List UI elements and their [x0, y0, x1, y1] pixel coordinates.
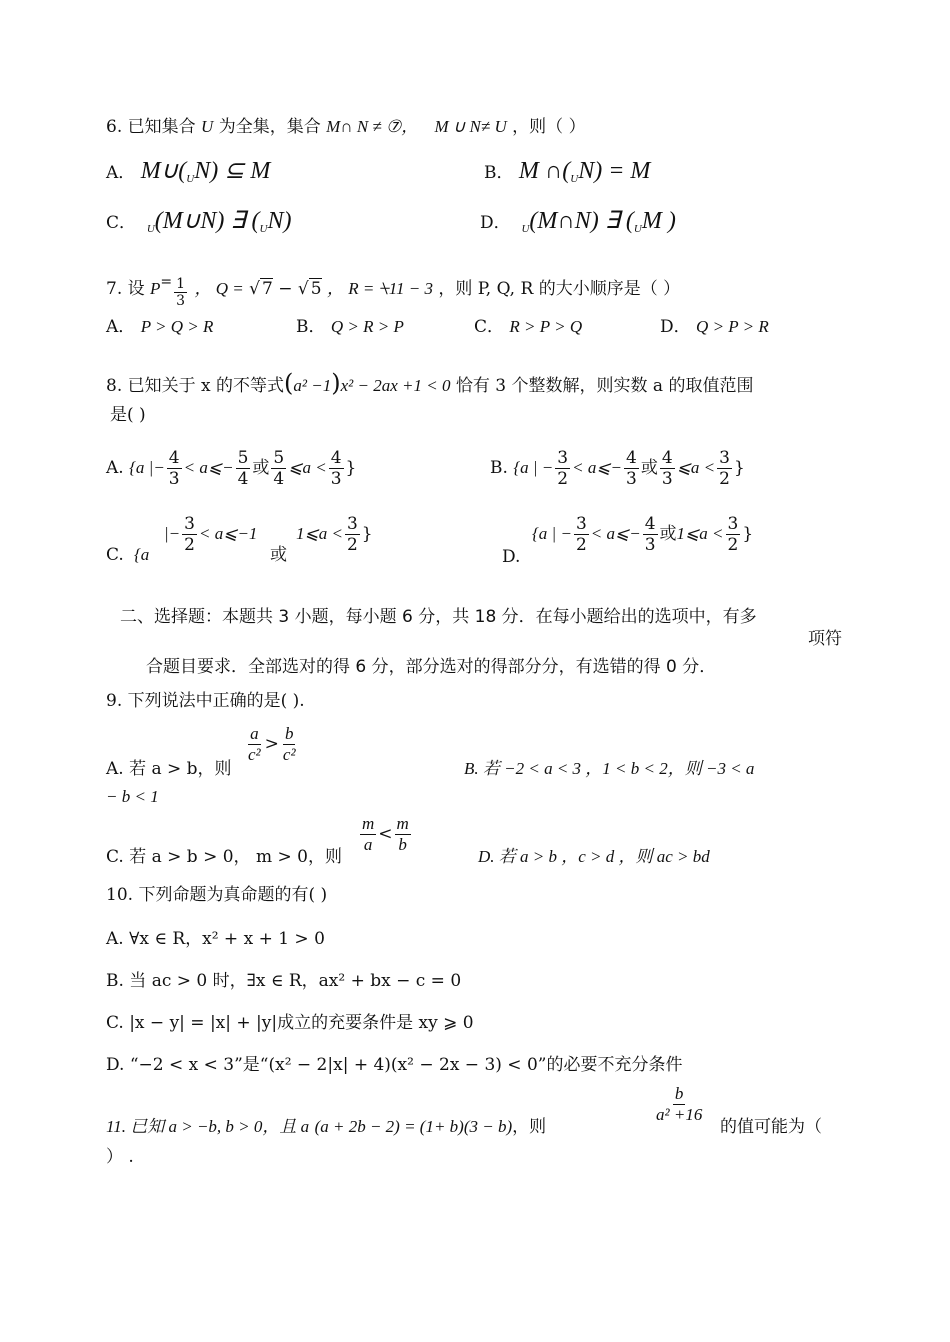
q9-c-f2n: m	[396, 814, 409, 833]
q8-d-f1d: 2	[575, 535, 587, 555]
q8-d-f2n: 4	[644, 514, 656, 534]
q6-stem-mid: 为全集，集合	[218, 117, 321, 137]
q8-a-f2n: 5	[237, 448, 249, 468]
q11-stem-main	[106, 1116, 546, 1138]
q8-b-f2d: 3	[626, 469, 637, 489]
q8-c-bar: |−	[164, 524, 181, 543]
q6-stem	[106, 116, 586, 138]
q7-p-eq: =	[160, 274, 173, 290]
q8-d-or: 或	[659, 524, 677, 544]
section2-line1-text: 二、选择题：本题共 3 小题，每小题 6 分，共 18 分．在每小题给出的选项中，有多	[120, 607, 757, 627]
q11-f-den: a² +16	[656, 1105, 703, 1124]
q7-c-label: C．	[474, 317, 505, 337]
q6-d-expr: (M∩N) ∃ (	[529, 208, 634, 234]
q9-c-text: C. 若 a > b > 0， m > 0，则	[106, 847, 342, 867]
q9-b-line2: − b < 1	[106, 787, 159, 806]
q8-c-frac2	[345, 514, 360, 555]
q8-d-f2d: 3	[644, 535, 656, 555]
q7-d-label: D．	[660, 317, 691, 337]
q8-d-f1n: 3	[575, 514, 587, 534]
q8-b-mid2: ⩽a <	[676, 458, 716, 477]
section2-line1b	[808, 628, 842, 650]
q7-a-label: A．	[106, 317, 136, 337]
q9-c-lt: <	[378, 824, 393, 844]
section2-line1b-text: 项符	[808, 629, 842, 649]
q6-c-label: C．	[106, 213, 137, 233]
q8-b-f4d: 2	[719, 469, 730, 489]
q6-option-c	[106, 210, 291, 240]
q7-p-den: 3	[176, 293, 186, 309]
section2-line2-text: 合题目要求．全部选对的得 6 分，部分选对的得部分分，有选错的得 0 分．	[146, 657, 717, 677]
q7-option-d	[660, 316, 769, 338]
q8-d-label: D.	[502, 547, 521, 567]
q11-stem-then: ，则	[512, 1117, 547, 1137]
q9-a-f1n: a	[250, 724, 259, 743]
q7-stem-prefix: 7. 设	[106, 279, 145, 299]
q11-stem-expr: (a + 2b − 2) = (1+ b)(3 − b)	[314, 1117, 513, 1136]
q8-d-open: {a | −	[532, 524, 572, 543]
q8-b-open: {a | −	[513, 458, 554, 477]
q8-option-b	[490, 446, 745, 490]
q8-stem-suffix: 恰有 3 个整数解，则实数 a 的取值范围	[455, 376, 754, 396]
q10-option-c	[106, 1012, 474, 1034]
q8-c-frac1	[182, 514, 197, 555]
q7-a-expr: P > Q > R	[140, 317, 214, 336]
q8-b-f4n: 3	[719, 448, 730, 468]
q8-a-open: {a |−	[129, 458, 165, 477]
q7-q-minus: −	[278, 279, 293, 299]
q8-a-frac3	[271, 448, 286, 489]
q7-b-expr: Q > R > P	[330, 317, 404, 336]
section2-line2	[146, 656, 716, 678]
q6-b-expr: M ∩(	[518, 158, 571, 184]
q8-b-label: B.	[490, 458, 508, 478]
q6-option-d	[480, 210, 676, 240]
q7-p-fraction	[174, 276, 187, 309]
q6-cond2: M ∪ N≠ U	[434, 117, 507, 136]
q8-d-close: }	[742, 524, 754, 544]
q9-c-f1n: m	[362, 814, 375, 833]
q11-f-num: b	[674, 1084, 684, 1103]
q8-d-frac2	[643, 514, 658, 555]
q9-a-f1d: c²	[248, 745, 261, 764]
q8-d-set	[532, 512, 753, 556]
q8-c-set	[164, 512, 257, 556]
q8-c-close: }	[361, 524, 373, 544]
q9-stem	[106, 690, 305, 712]
q9-stem-text: 9. 下列说法中正确的是( ).	[106, 691, 305, 711]
q8-d-mid2: 1⩽a <	[676, 524, 724, 543]
q9-option-b-line2	[106, 786, 159, 808]
q7-d-expr: Q > P > R	[696, 317, 769, 336]
q8-b-f2n: 4	[626, 448, 637, 468]
q8-c-f1d: 2	[184, 535, 195, 555]
q9-b-text: B. 若 −2 < a < 3 ，1 < b < 2，则 −3 < a	[464, 759, 755, 778]
q6-option-a	[106, 160, 270, 190]
q7-stem: 7. 设 P= $\frac{1}{3}$ ， Q = √ 7 − √ 5 ， R = ⍀11 − 3 ，则 P, Q, R 的大小顺序是（ ）	[106, 274, 681, 309]
q8-ineq-tail: x² − 2ax +1 < 0	[340, 376, 451, 395]
q8-b-frac4	[717, 448, 732, 489]
q9-option-d	[478, 846, 710, 868]
q6-a-tail: N) ⊆ M	[194, 158, 271, 184]
q6-d-sub2: U	[633, 223, 642, 235]
q11-stem-prefix: 11. 已知 a > −b, b > 0，且 a	[106, 1117, 310, 1136]
q7-c-expr: R > P > Q	[509, 317, 583, 336]
q7-p: P	[150, 279, 161, 298]
q6-stem-u: U	[201, 117, 214, 136]
q6-c-sub2: U	[259, 223, 268, 235]
q8-option-a	[106, 446, 356, 490]
q11-fraction	[652, 1084, 706, 1125]
q10-stem	[106, 884, 327, 906]
q8-a-f1n: 4	[168, 448, 180, 468]
q10-d-text: D. “−2 < x < 3”是“(x² − 2|x| + 4)(x² − 2x − 3) < 0”的必要不充分条件	[106, 1055, 683, 1075]
q8-c-open: {a	[134, 545, 150, 564]
q6-d-tail: M )	[641, 208, 676, 234]
q8-a-or: 或	[252, 458, 270, 478]
q6-b-sub: U	[570, 173, 579, 185]
q7-p-num: 1	[176, 276, 186, 292]
q9-c-frac1	[360, 814, 376, 855]
q8-c-set2	[296, 512, 373, 556]
q7-q-root1: 7	[261, 279, 273, 299]
q7-option-b	[296, 316, 404, 338]
q8-stem	[106, 369, 754, 397]
q8-b-close: }	[733, 458, 745, 478]
q6-option-b	[484, 160, 650, 190]
q8-a-f2d: 4	[237, 469, 249, 489]
q8-c-f2d: 2	[346, 535, 358, 555]
q8-b-f1n: 3	[557, 448, 569, 468]
q11-stem-line2	[106, 1146, 134, 1168]
q9-a-text: A. 若 a > b，则	[106, 759, 232, 779]
q6-stem-suffix: ，则（ ）	[512, 117, 586, 137]
q8-c-or: 或	[270, 545, 287, 565]
q8-stem-line2	[110, 404, 146, 426]
q8-d-mid1: < a⩽−	[590, 524, 641, 543]
q8-stem-line2-text: 是( )	[110, 405, 146, 425]
q8-c-mid1: < a⩽−1	[198, 524, 258, 543]
q9-c-frac2	[395, 814, 411, 855]
q8-a-label: A.	[106, 458, 124, 478]
q10-c-text: C. |x − y| = |x| + |y|成立的充要条件是 xy ⩾ 0	[106, 1013, 474, 1033]
q9-a-f2n: b	[284, 724, 294, 743]
q7-b-label: B．	[296, 317, 326, 337]
q7-option-c	[474, 316, 582, 338]
q11-stem-line2-text: ） .	[106, 1147, 134, 1167]
q8-a-mid1: < a⩽−	[183, 458, 234, 477]
q8-a-frac2	[236, 448, 251, 489]
q8-b-frac1	[555, 448, 570, 489]
q8-d-frac3	[726, 514, 741, 555]
q8-a-f3n: 5	[273, 448, 285, 468]
q11-frac	[654, 1084, 704, 1125]
q8-stem-prefix: 8. 已知关于 x 的不等式	[106, 376, 285, 396]
q6-d-label: D．	[480, 213, 511, 233]
q9-option-b	[464, 758, 754, 780]
q7-option-a	[106, 316, 213, 338]
q8-b-frac2	[624, 448, 639, 489]
q9-d-text: D. 若 a > b ，c > d ，则 ac > bd	[478, 847, 710, 866]
q9-a-frac2	[281, 724, 298, 765]
q8-d-f3d: 2	[727, 535, 739, 555]
q8-d-frac1	[574, 514, 589, 555]
q10-option-b	[106, 970, 461, 992]
q7-r: ， R = ⍀11 − 3	[326, 279, 433, 298]
q8-ineq-mid: a² −1	[293, 376, 332, 395]
q8-a-close: }	[345, 458, 357, 478]
q8-a-f3d: 4	[273, 469, 285, 489]
q9-c-f2d: b	[398, 835, 407, 854]
q8-a-frac4	[329, 448, 344, 489]
q9-a-expr	[244, 724, 300, 765]
q9-c-f1d: a	[363, 835, 373, 854]
q8-c-mid2: 1⩽a <	[296, 524, 343, 543]
q9-a-f2d: c²	[282, 745, 296, 764]
q8-paren-close: )	[331, 369, 341, 397]
q8-b-mid1: < a⩽−	[572, 458, 623, 477]
q8-c-f1n: 3	[184, 514, 195, 534]
q8-b-f1d: 2	[557, 469, 569, 489]
q9-a-gt: >	[264, 734, 279, 754]
q6-cond1: M∩ N ≠ ⑦，	[326, 117, 419, 136]
q6-c-tail: N)	[267, 208, 292, 234]
q6-c-sub1: U	[146, 223, 155, 235]
q7-q: ， Q =	[194, 279, 244, 298]
q8-d-f3n: 3	[727, 514, 739, 534]
q8-a-f4n: 4	[330, 448, 342, 468]
q8-a-f1d: 3	[168, 469, 180, 489]
q10-b-text: B. 当 ac > 0 时，∃x ∈ R，ax² + bx − c = 0	[106, 971, 462, 991]
q9-c-expr	[358, 814, 413, 855]
q6-stem-prefix: 6. 已知集合	[106, 117, 196, 137]
q8-a-mid2: ⩽a <	[288, 458, 327, 477]
q11-stem-suffix: 的值可能为（	[720, 1117, 822, 1137]
section2-line1	[120, 606, 757, 628]
q8-b-f3d: 3	[661, 469, 673, 489]
q6-d-sub1: U	[521, 223, 530, 235]
q6-a-sub: U	[186, 173, 195, 185]
q10-a-text: A. ∀x ∈ R，x² + x + 1 > 0	[106, 929, 325, 949]
q10-option-d	[106, 1054, 682, 1076]
q6-a-label: A．	[106, 163, 136, 183]
q8-a-f4d: 3	[330, 469, 342, 489]
q8-b-frac3	[660, 448, 675, 489]
q6-c-expr: (M∪N) ∃ (	[154, 208, 260, 234]
q10-option-a	[106, 928, 325, 950]
q7-q-root2: 5	[310, 279, 322, 299]
q6-b-tail: N) = M	[578, 158, 651, 184]
q8-b-or: 或	[640, 458, 658, 478]
q7-stem-suffix: ，则 P, Q, R 的大小顺序是（ ）	[438, 279, 681, 299]
q8-paren-open: (	[284, 369, 294, 397]
q6-a-expr: M∪(	[140, 158, 187, 184]
q6-b-label: B．	[484, 163, 514, 183]
q8-c-f2n: 3	[346, 514, 358, 534]
q9-a-frac1	[246, 724, 263, 765]
q8-b-f3n: 4	[661, 448, 673, 468]
q8-c-label: C.	[106, 545, 124, 565]
q8-a-frac1	[167, 448, 182, 489]
q10-stem-text: 10. 下列命题为真命题的有( )	[106, 885, 328, 905]
